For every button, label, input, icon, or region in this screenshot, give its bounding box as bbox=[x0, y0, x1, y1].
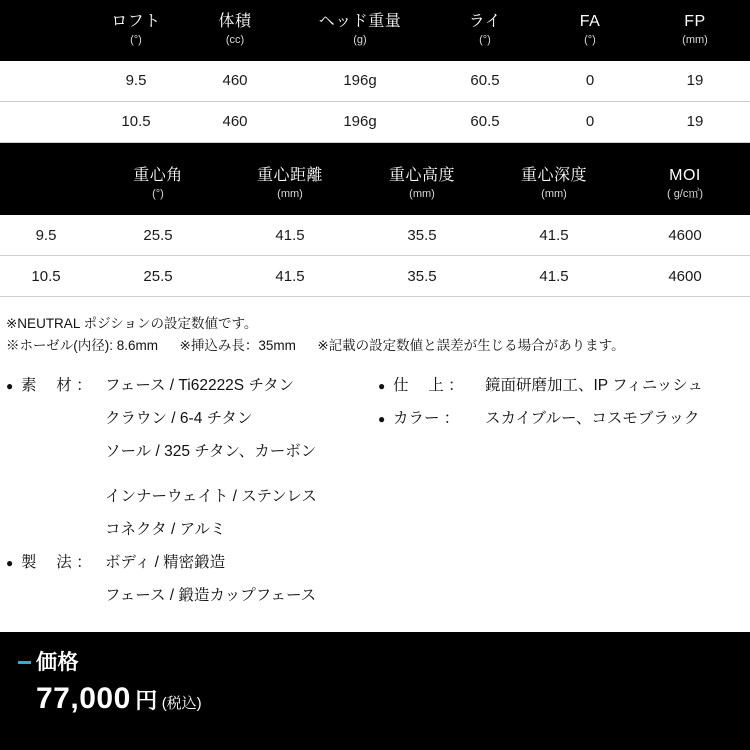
header-cell-fa: FA (°) bbox=[579, 13, 601, 47]
cell-loft: 9.5 bbox=[92, 60, 180, 101]
material-row-face bbox=[6, 371, 378, 401]
price-band bbox=[0, 632, 750, 750]
table-row bbox=[0, 60, 750, 101]
note-hosel: ※ホーゼル(内径): 8.6mm bbox=[6, 337, 158, 353]
price-currency: 円 bbox=[135, 688, 158, 713]
table-row bbox=[0, 256, 750, 297]
cell-cg-height: 35.5 bbox=[356, 215, 488, 256]
cell-cg-angle: 25.5 bbox=[92, 256, 224, 297]
table-separator bbox=[0, 143, 750, 153]
note-neutral: ※NEUTRAL ポジションの設定数値です。 bbox=[6, 316, 258, 331]
note-tolerance: ※記載の設定数値と誤差が生じる場合があります。 bbox=[317, 337, 625, 353]
cell-cg-distance: 41.5 bbox=[224, 256, 356, 297]
material-value: スカイブルー、コスモブラック bbox=[485, 409, 700, 427]
material-value: ボディ / 精密鍛造 bbox=[105, 553, 226, 571]
cell-volume: 460 bbox=[180, 101, 290, 142]
bullet-icon: ● bbox=[6, 378, 14, 393]
material-value: コネクタ / アルミ bbox=[105, 520, 226, 538]
material-value: クラウン / 6-4 チタン bbox=[105, 409, 253, 427]
material-row-inner-weight bbox=[105, 482, 378, 512]
material-value: インナーウェイト / ステンレス bbox=[105, 487, 317, 505]
cell-loft: 10.5 bbox=[0, 256, 92, 297]
price-amount: 77,000 bbox=[36, 682, 131, 715]
table-header-row bbox=[0, 153, 750, 215]
cell-cg-depth: 41.5 bbox=[488, 215, 620, 256]
material-row-construction-body bbox=[6, 548, 378, 578]
header-cell-cg-depth: 重心深度 (mm) bbox=[520, 166, 587, 200]
cell-cg-distance: 41.5 bbox=[224, 215, 356, 256]
cell-fp: 19 bbox=[640, 60, 750, 101]
bullet-icon: ● bbox=[378, 378, 386, 393]
materials-right-column bbox=[378, 371, 744, 614]
material-label: 製 法 ： bbox=[21, 553, 92, 571]
price-label-row bbox=[18, 646, 750, 676]
table-row bbox=[0, 101, 750, 142]
cell-moi: 4600 bbox=[620, 215, 750, 256]
table-header-row bbox=[0, 0, 750, 60]
material-value: フェース / Ti62222S チタン bbox=[105, 376, 295, 394]
cell-fa: 0 bbox=[540, 101, 640, 142]
bullet-icon: ● bbox=[6, 555, 14, 570]
cell-cg-height: 35.5 bbox=[356, 256, 488, 297]
note-hosel-line bbox=[6, 335, 744, 357]
price-value-row bbox=[18, 682, 750, 716]
material-row-crown bbox=[105, 404, 378, 434]
header-cell-blank bbox=[0, 0, 92, 60]
cell-loft: 9.5 bbox=[0, 215, 92, 256]
material-value: 鏡面研磨加工、IP フィニッシュ bbox=[485, 376, 704, 394]
cell-fa: 0 bbox=[540, 60, 640, 101]
price-tax-note: (税込) bbox=[161, 695, 202, 712]
cell-lie: 60.5 bbox=[430, 60, 540, 101]
cell-blank bbox=[0, 60, 92, 101]
header-cell-blank bbox=[0, 153, 92, 215]
cell-lie: 60.5 bbox=[430, 101, 540, 142]
material-value: ソール / 325 チタン、カーボン bbox=[105, 442, 317, 460]
cell-head-weight: 196g bbox=[290, 60, 430, 101]
header-cell-cg-distance: 重心距離 (mm) bbox=[256, 166, 323, 200]
note-insert-length: ※挿込み長：35mm bbox=[179, 337, 296, 353]
materials-left-column bbox=[6, 371, 378, 614]
header-cell-cg-angle: 重心角 (°) bbox=[133, 166, 183, 200]
spec-table-center-of-gravity bbox=[0, 153, 750, 298]
header-cell-cg-height: 重心高度 (mm) bbox=[388, 166, 455, 200]
cell-fp: 19 bbox=[640, 101, 750, 142]
cell-head-weight: 196g bbox=[290, 101, 430, 142]
table-row bbox=[0, 215, 750, 256]
cell-moi: 4600 bbox=[620, 256, 750, 297]
material-row-color bbox=[378, 404, 744, 434]
bullet-icon: ● bbox=[378, 411, 386, 426]
cell-cg-angle: 25.5 bbox=[92, 215, 224, 256]
spec-table-basic bbox=[0, 0, 750, 143]
header-cell-volume: 体積 (cc) bbox=[218, 13, 252, 47]
cell-loft: 10.5 bbox=[92, 101, 180, 142]
header-cell-head-weight: ヘッド重量 (g) bbox=[318, 13, 402, 47]
header-cell-loft: ロフト (°) bbox=[111, 13, 161, 47]
material-row-finish bbox=[378, 371, 744, 401]
material-row-construction-face bbox=[105, 581, 378, 611]
material-row-connector bbox=[105, 515, 378, 545]
material-label: 仕 上 ： bbox=[393, 376, 464, 394]
material-label: 素 材 ： bbox=[21, 376, 92, 394]
header-cell-moi: MOI ( g/c㎡) bbox=[666, 166, 704, 200]
material-row-sole bbox=[105, 437, 378, 467]
materials-block bbox=[0, 361, 750, 614]
price-label: 価格 bbox=[36, 651, 79, 674]
cell-blank bbox=[0, 101, 92, 142]
accent-dash-icon bbox=[18, 661, 31, 664]
material-label: カラー ： bbox=[393, 409, 460, 427]
notes-block bbox=[0, 297, 750, 361]
header-cell-lie: ライ (°) bbox=[468, 13, 502, 47]
cell-cg-depth: 41.5 bbox=[488, 256, 620, 297]
cell-volume: 460 bbox=[180, 60, 290, 101]
material-value: フェース / 鍛造カップフェース bbox=[105, 586, 317, 604]
header-cell-fp: FP (mm) bbox=[682, 13, 708, 47]
